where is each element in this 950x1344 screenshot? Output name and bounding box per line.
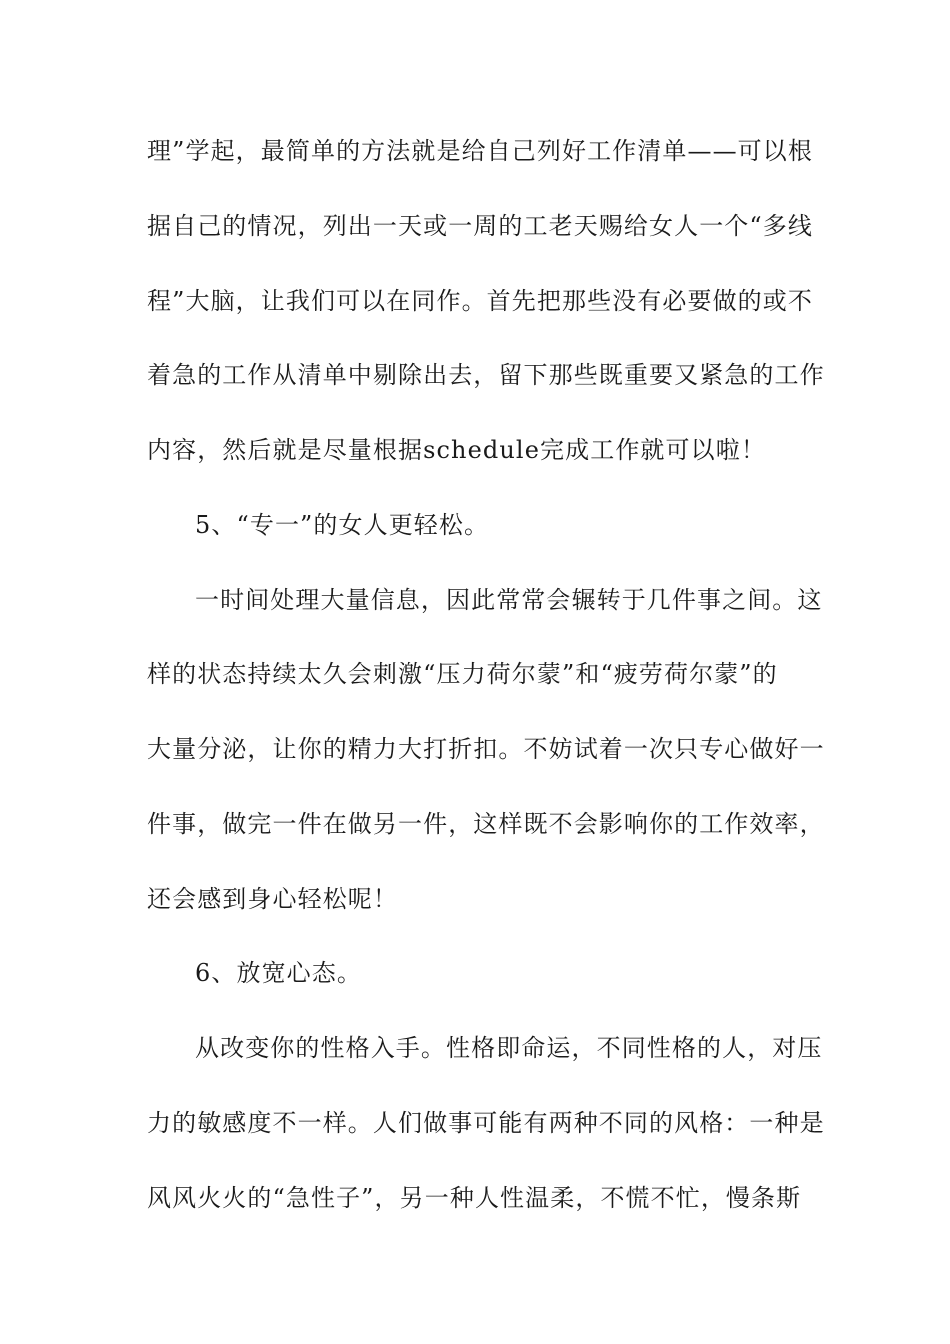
body-text-line: 件事，做完一件在做另一件，这样既不会影响你的工作效率， (147, 810, 825, 838)
body-text-line: 程”大脑，让我们可以在同作。首先把那些没有必要做的或不 (147, 287, 813, 315)
body-text-line: 据自己的情况，列出一天或一周的工老天赐给女人一个“多线 (147, 212, 813, 240)
body-text-line: 着急的工作从清单中剔除出去，留下那些既重要又紧急的工作 (147, 361, 825, 389)
body-text-line: 样的状态持续太久会刺激“压力荷尔蒙”和“疲劳荷尔蒙”的 (147, 660, 778, 688)
body-text-line: 一时间处理大量信息，因此常常会辗转于几件事之间。这 (195, 586, 823, 614)
body-text-line: 风风火火的“急性子”，另一种人性温柔，不慌不忙，慢条斯 (147, 1184, 802, 1212)
body-text-line: 内容，然后就是尽量根据schedule完成工作就可以啦！ (147, 436, 766, 464)
body-text-line: 大量分泌，让你的精力大打折扣。不妨试着一次只专心做好一 (147, 735, 825, 763)
body-text-line: 还会感到身心轻松呢！ (147, 885, 398, 913)
section-heading: 5、“专一”的女人更轻松。 (195, 511, 490, 539)
section-heading: 6、放宽心态。 (195, 959, 362, 987)
body-text-line: 从改变你的性格入手。性格即命运，不同性格的人，对压 (195, 1034, 823, 1062)
body-text-line: 理”学起，最简单的方法就是给自己列好工作清单——可以根 (147, 137, 813, 165)
body-text-line: 力的敏感度不一样。人们做事可能有两种不同的风格：一种是 (147, 1109, 825, 1137)
